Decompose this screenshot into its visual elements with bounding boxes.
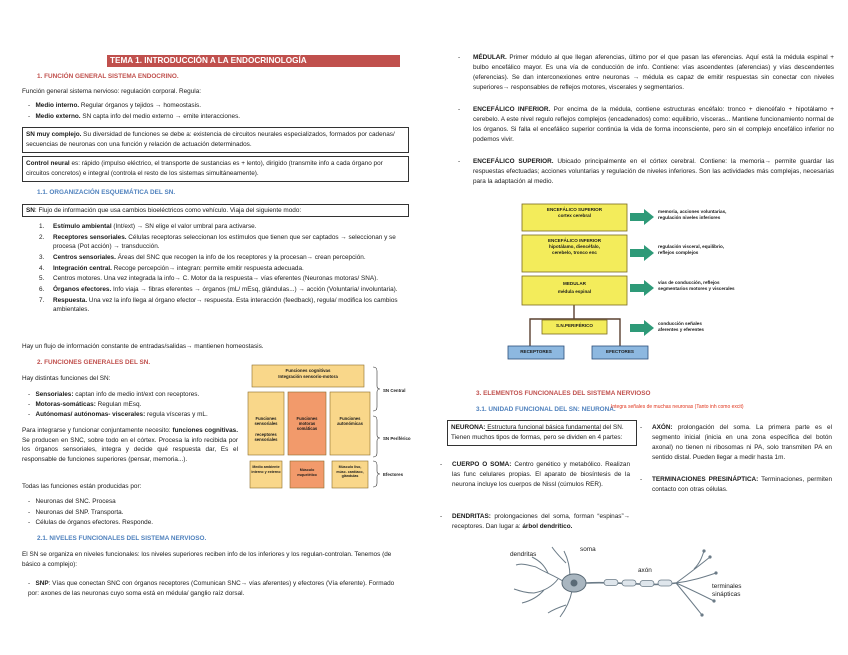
medular-label: MEDULAR médula espinal <box>557 281 592 294</box>
medular-item: - MÉDULAR. Primer módulo al que llegan aferencias, último por el que pasan las eferencias. Aquí está la médula espinal + bulbo encefálico mayor. Es una vía de conducción de info. Contiene: vías ascendentes (aferencias) y vías descendentes (eferencias). Se dan interconexiones entre neuronas → médula es capaz de emitir respuestas sin conectar con niveles superiores→ responsables de reflejos motores, viscerales y segmentarios. <box>458 54 834 91</box>
axon-label: axón <box>638 567 652 574</box>
snp-item: - SNP: Vías que conectan SNC con órganos receptores (Comunican SNC→ vías aferentes) y efectores (Vía eferente). Formado por: axones de las neuronas cuyo soma está en médula/ ganglio raíz dorsal. <box>28 580 395 597</box>
page-title: TEMA 1. INTRODUCCIÓN A LA ENDOCRINOLOGÍA <box>107 55 400 67</box>
section-1-heading: 1. FUNCIÓN GENERAL SISTEMA ENDOCRINO. <box>37 73 179 80</box>
box-neural-control: Control neural es: rápido (impulso eléctrico, el transporte de sustancias es + lento), dirigido (transmite info a cada órgano por circuitos concretos) e integral (controla el resto de los sistemas simultáneamente). <box>22 156 409 182</box>
producer-item: - Células de órganos efectores. Responde. <box>28 519 154 526</box>
flow-step <box>39 274 398 284</box>
section-3-1-heading: 3.1. UNIDAD FUNCIONAL DEL SN: NEURONA. <box>476 406 616 413</box>
section-2-1-heading: 2.1. NIVELES FUNCIONALES DEL SISTEMA NERVIOSO. <box>37 535 207 542</box>
box-neuron: NEURONA: Estructura funcional básica fundamental del SN. Tienen muchos tipos de formas, pero se dividen en 4 partes: <box>447 420 637 446</box>
function-item: - Motoras-somáticas: Regulan mEsq. <box>28 401 142 408</box>
arrow-3 <box>630 280 654 296</box>
section-2-heading: 2. FUNCIONES GENERALES DEL SN. <box>37 359 151 366</box>
inferior-label: ENCEFÁLICO INFERIOR hipotálamo, diencéfalo, cerebelo, tronco enc <box>547 238 602 255</box>
snp-function: conducción señales aferentes y eferentes <box>658 321 704 332</box>
flow-step-number: 6. <box>39 285 45 293</box>
brace-central <box>373 367 380 411</box>
flow-step-number: 3. <box>39 253 45 261</box>
sec1-intro: Función general sistema nervioso: regulación corporal. Regula: <box>22 88 202 95</box>
superior-function: memoria, acciones voluntarias, regulación niveles inferiores <box>658 209 727 220</box>
arrow-4 <box>630 320 654 336</box>
section-3-heading: 3. ELEMENTOS FUNCIONALES DEL SISTEMA NERVIOSO <box>476 390 651 397</box>
arrow-1 <box>630 209 654 225</box>
levels-diagram <box>504 200 778 362</box>
encefalico-superior-item: - ENCEFÁLICO SUPERIOR. Ubicado principalmente en el córtex cerebral. Contiene: la memoria→ permite guardar las respuestas efectuadas; acciones voluntarias y regulación de niveles inferiores. Son las actividades más complejas, necesarias para la adaptación al medio. <box>458 158 834 185</box>
flow-step-title: Centros sensoriales. <box>53 253 116 261</box>
function-item-title: Sensoriales: <box>35 391 74 398</box>
autonomic-label: Funciones autonómicas <box>337 416 363 427</box>
flow-step-title: Respuesta. <box>53 296 88 304</box>
brace-peripheral <box>373 416 380 457</box>
flow-step-title: Receptores sensoriales. <box>53 233 127 241</box>
flow-step <box>39 296 398 315</box>
superior-label: ENCEFÁLICO SUPERIOR cortex cerebral <box>546 207 603 218</box>
neuron-diagram <box>508 543 754 623</box>
producers-list <box>28 497 153 529</box>
sensory-label: Funciones sensoriales receptores sensoriales <box>254 416 278 442</box>
box-sn-flow: SN: Flujo de información que usa cambios bioeléctricos como vehículo. Viaja del siguiente modo: <box>22 204 409 217</box>
flow-step-text: Células receptoras seleccionan los estímulos que tienen que ser captados → seleccionan y se procesa (Pot acción) → transducción. <box>53 233 396 251</box>
producer-item: - Neuronas del SNP. Transporta. <box>28 508 124 516</box>
flow-step-text: Info viaja → fibras eferentes → órganos (mL/ mEsq, glándulas...) → acción (Voluntaria/ involuntaria). <box>111 285 398 293</box>
environment-label: Medio ambiente interno y externo <box>251 465 281 474</box>
medular-function: vías de conducción, reflejos segmentarios motores y viscerales <box>658 280 735 291</box>
flow-step <box>39 285 398 295</box>
producer-item: - Neuronas del SNC. Procesa <box>28 498 116 505</box>
function-item: - Sensoriales: captan info de medio int/ext con receptores. <box>28 391 200 398</box>
flow-step-number: 2. <box>39 233 45 241</box>
functions-diagram <box>244 364 414 492</box>
function-item-text: regula vísceras y mL. <box>145 411 208 418</box>
snp-label: S.N.PERIFÉRICO <box>555 323 593 328</box>
function-item-title: Motoras-somáticas: <box>35 401 96 408</box>
encefalico-inferior-item: - ENCEFÁLICO INFERIOR. Por encima de la médula, contiene estructuras encéfalo: tronco + diencéfalo + hipotálamo + cerebelo. A este nivel regulo reflejos complejos (encadenados) como: equilibrio, vísceras... Mantiene funcionamiento normal de los órganos. Si falla el encefálico superior continúa la vida de forma inconsciente, pero sin el complejo encefálico inferior no podemos vivir. <box>458 106 834 143</box>
function-item: - Autónomas/ autónomas- viscerales: regula vísceras y mL. <box>28 411 208 418</box>
sec1-item-1: - Medio interno. Regular órganos y tejidos → homeostasis. <box>28 102 201 109</box>
flow-step <box>39 253 398 263</box>
function-item-text: captan info de medio int/ext con receptores. <box>73 391 200 398</box>
receptors-label: RECEPTORES <box>520 349 552 354</box>
motor-label: Funciones motoras somáticas <box>296 416 318 432</box>
flow-step-text: Centros motores. Una vez integrada la info→ C. Motor da la respuesta→ vías eferentes (Neuronas motoras/ SNA). <box>53 275 379 283</box>
flow-step-title: Órganos efectores. <box>53 285 112 293</box>
dendrites-label: dendritas <box>510 551 537 558</box>
integration-note: Integra señales de muchas neuronas (Tanto inh como excit) <box>611 404 744 410</box>
flow-step-number: 1. <box>39 223 45 230</box>
flow-step-text: Áreas del SNC que recogen la info de los receptores y la procesan→ crean percepción. <box>115 253 366 261</box>
sec21-paragraph: El SN se organiza en niveles funcionales: los niveles superiores reciben info de los inferiores y los regulan-controlan. Tenemos (de básico a complejo): <box>22 551 392 568</box>
skeletal-label: Músculo esquelético <box>297 468 317 477</box>
central-label: SN Central <box>383 388 406 393</box>
function-item-title: Autónomas/ autónomas- viscerales: <box>35 411 146 418</box>
flow-step <box>39 264 398 274</box>
dendrites-item: - DENDRITAS: prolongaciones del soma, forman “espinas”→ receptores. Dan lugar a: árbol dendrítico. <box>440 513 630 530</box>
axon-item: - AXÓN: prolongación del soma. La primera parte es el segmento inicial (inicia en una zona específica del botón axonal) no tienen ni ribosomas ni PA, solo transmiten PA en sentido distal. Pueden llegar a medir hasta 1m. <box>640 424 832 461</box>
flow-step-text: Una vez la info llega al órgano efector→ respuesta. Esta interacción (feedback), regula/ modifica los cambios ambientales. <box>53 296 398 314</box>
flow-step-title: Integración central. <box>53 264 112 272</box>
smooth-label: Músculo liso, músc. cardíaco, glándulas <box>336 465 364 479</box>
flow-step-number: 5. <box>39 275 45 283</box>
soma-label: soma <box>580 546 596 553</box>
section-1-1-heading: 1.1. ORGANIZACIÓN ESQUEMÁTICA DEL SN. <box>37 189 176 196</box>
arrow-2 <box>630 245 654 261</box>
sec1-item-2: - Medio externo. SN capta info del medio externo → emite interacciones. <box>28 113 241 120</box>
flow-step-title: Estímulo ambiental <box>53 223 112 230</box>
terminals-label: terminales sinápticas <box>712 583 742 598</box>
flow-step-number: 7. <box>39 296 45 304</box>
sec2-paragraph: Para integrarse y funcionar conjuntamente necesito: funciones cognitivas. Se producen en SNC, sobre todo en el córtex. Procesa la info recibida por los órganos sensoriales, integra y decide qué respuesta dar, Es el responsable de funciones superiores (pensar, memoria...). <box>22 427 238 463</box>
flow-step-text: (Int/ext) → SN elige el valor umbral para activarse. <box>111 223 257 230</box>
flow-step <box>39 222 398 232</box>
cognitive-label: Funciones cognitivas Integración sensorio-motora <box>278 368 338 379</box>
flow-step-text: Recoge percepción→ integran: permite emitir respuesta adecuada. <box>111 264 304 272</box>
effectors-label: EFECTORES <box>606 349 634 354</box>
neuron-myelin-shape <box>604 580 672 587</box>
flow-step <box>39 233 398 252</box>
terminals-item: - TERMINACIONES PRESINÁPTICA: Terminaciones, permiten contacto con otras células. <box>640 476 832 493</box>
neuron-terminals-shape <box>676 551 716 615</box>
box-sn-complex: SN muy complejo. Su diversidad de funciones se debe a: existencia de circuitos neurales especializados, formados por cadenas/ secuencias de neuronas con una función y relación de actuación determinados. <box>22 127 409 153</box>
soma-item: - CUERPO O SOMA: Centro genético y metabólico. Realizan las func celulares propias. El aparato de biosíntesis de la neurona incluye los cuerpos de Nissl (cúmulos RER). <box>440 461 630 488</box>
function-item-text: Regulan mEsq. <box>95 401 142 408</box>
flow-steps-list <box>39 222 398 316</box>
sec2-all: Todas las funciones están producidas por: <box>22 483 142 490</box>
inferior-function: regulación visceral, equilibrio, reflejos complejos <box>658 244 725 255</box>
brace-effectors <box>373 461 380 487</box>
sec2-intro: Hay distintas funciones del SN: <box>22 375 111 382</box>
flow-closing: Hay un flujo de información constante de entradas/salidas→ mantienen homeostasis. <box>22 343 264 350</box>
sec2-items-list <box>28 390 240 420</box>
effectors-label: Efectores <box>383 472 404 477</box>
peripheral-label: SN Periférico <box>383 436 411 441</box>
flow-step-number: 4. <box>39 264 45 272</box>
neuron-nucleus-shape <box>571 580 578 587</box>
